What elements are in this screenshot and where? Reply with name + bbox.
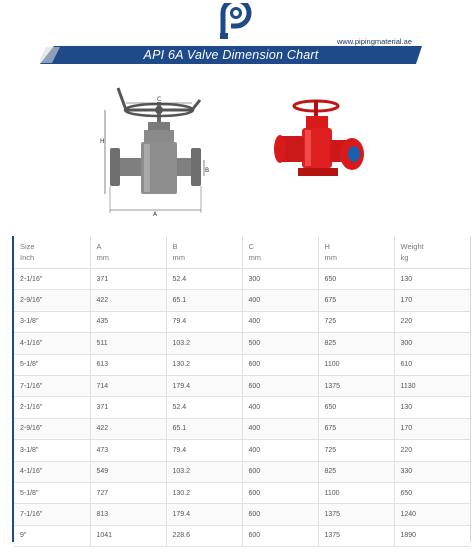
cell-b: 103.2 <box>166 333 242 354</box>
cell-size: 5-1/8" <box>14 354 90 375</box>
table-row <box>14 440 470 461</box>
cell-size: 2-1/16" <box>14 269 90 290</box>
cell-a: 1041 <box>90 525 166 546</box>
cell-h: 1375 <box>318 375 394 396</box>
cell-weight: 1240 <box>394 504 470 525</box>
table-row <box>14 482 470 503</box>
cell-h: 725 <box>318 311 394 332</box>
cell-b: 130.2 <box>166 482 242 503</box>
table-header-row <box>14 236 470 269</box>
dimension-table <box>12 236 471 542</box>
cell-h: 1100 <box>318 354 394 375</box>
cell-c: 400 <box>242 418 318 439</box>
cell-weight: 650 <box>394 482 470 503</box>
table-row <box>14 397 470 418</box>
cell-weight: 610 <box>394 354 470 375</box>
table-row <box>14 375 470 396</box>
cell-a: 727 <box>90 482 166 503</box>
dimension-b-label: B <box>205 167 210 174</box>
cell-size: 3-1/8" <box>14 311 90 332</box>
cell-b: 65.1 <box>166 290 242 311</box>
cell-h: 825 <box>318 333 394 354</box>
cell-a: 422 <box>90 418 166 439</box>
cell-weight: 300 <box>394 333 470 354</box>
cell-c: 300 <box>242 269 318 290</box>
table-row <box>14 354 470 375</box>
cell-weight: 220 <box>394 440 470 461</box>
cell-size: 9" <box>14 525 90 546</box>
cell-size: 2-1/16" <box>14 397 90 418</box>
dimension-a-label: A <box>153 211 158 218</box>
cell-c: 400 <box>242 397 318 418</box>
column-header-b: B mm <box>166 236 242 269</box>
cell-size: 4-1/16" <box>14 461 90 482</box>
dimension-c-label: C <box>157 96 162 103</box>
table-row <box>14 269 470 290</box>
cell-h: 1100 <box>318 482 394 503</box>
cell-weight: 170 <box>394 290 470 311</box>
cell-h: 1375 <box>318 504 394 525</box>
cell-b: 103.2 <box>166 461 242 482</box>
cell-c: 600 <box>242 525 318 546</box>
cell-size: 3-1/8" <box>14 440 90 461</box>
cell-a: 422 <box>90 290 166 311</box>
cell-weight: 1130 <box>394 375 470 396</box>
table-row <box>14 333 470 354</box>
cell-size: 7-1/16" <box>14 504 90 525</box>
cell-weight: 130 <box>394 269 470 290</box>
cell-b: 79.4 <box>166 311 242 332</box>
cell-a: 714 <box>90 375 166 396</box>
cell-c: 600 <box>242 354 318 375</box>
cell-c: 600 <box>242 375 318 396</box>
cell-h: 650 <box>318 397 394 418</box>
cell-b: 179.4 <box>166 504 242 525</box>
cell-size: 5-1/8" <box>14 482 90 503</box>
cell-b: 52.4 <box>166 269 242 290</box>
cell-c: 400 <box>242 440 318 461</box>
valve-dimension-drawing <box>96 80 214 218</box>
cell-b: 228.6 <box>166 525 242 546</box>
cell-b: 52.4 <box>166 397 242 418</box>
cell-b: 79.4 <box>166 440 242 461</box>
cell-h: 825 <box>318 461 394 482</box>
cell-b: 179.4 <box>166 375 242 396</box>
cell-c: 600 <box>242 461 318 482</box>
cell-size: 7-1/16" <box>14 375 90 396</box>
cell-h: 675 <box>318 290 394 311</box>
cell-a: 813 <box>90 504 166 525</box>
cell-a: 435 <box>90 311 166 332</box>
cell-h: 650 <box>318 269 394 290</box>
column-header-c: C mm <box>242 236 318 269</box>
cell-size: 4-1/16" <box>14 333 90 354</box>
cell-size: 2-9/16" <box>14 290 90 311</box>
page-title: API 6A Valve Dimension Chart <box>143 48 319 62</box>
table-row <box>14 525 470 546</box>
cell-b: 65.1 <box>166 418 242 439</box>
cell-c: 400 <box>242 290 318 311</box>
cell-a: 371 <box>90 397 166 418</box>
column-header-h: H mm <box>318 236 394 269</box>
website-url[interactable]: www.pipingmaterial.ae <box>336 37 412 46</box>
table-row <box>14 461 470 482</box>
cell-a: 613 <box>90 354 166 375</box>
cell-c: 500 <box>242 333 318 354</box>
dimension-h-label: H <box>100 138 105 145</box>
pipingmaterial-logo <box>219 3 253 41</box>
cell-weight: 330 <box>394 461 470 482</box>
cell-a: 549 <box>90 461 166 482</box>
table-row <box>14 418 470 439</box>
cell-b: 130.2 <box>166 354 242 375</box>
cell-a: 371 <box>90 269 166 290</box>
cell-a: 473 <box>90 440 166 461</box>
table-row <box>14 504 470 525</box>
column-header-a: A mm <box>90 236 166 269</box>
cell-c: 600 <box>242 504 318 525</box>
cell-c: 600 <box>242 482 318 503</box>
table-row <box>14 290 470 311</box>
cell-a: 511 <box>90 333 166 354</box>
table-row <box>14 311 470 332</box>
cell-c: 400 <box>242 311 318 332</box>
cell-h: 1375 <box>318 525 394 546</box>
cell-weight: 130 <box>394 397 470 418</box>
column-header-weight: Weight kg <box>394 236 470 269</box>
cell-weight: 220 <box>394 311 470 332</box>
cell-size: 2-9/16" <box>14 418 90 439</box>
cell-h: 725 <box>318 440 394 461</box>
cell-weight: 1890 <box>394 525 470 546</box>
cell-weight: 170 <box>394 418 470 439</box>
red-gate-valve-image <box>272 94 370 194</box>
column-header-size: Size Inch <box>14 236 90 269</box>
cell-h: 675 <box>318 418 394 439</box>
